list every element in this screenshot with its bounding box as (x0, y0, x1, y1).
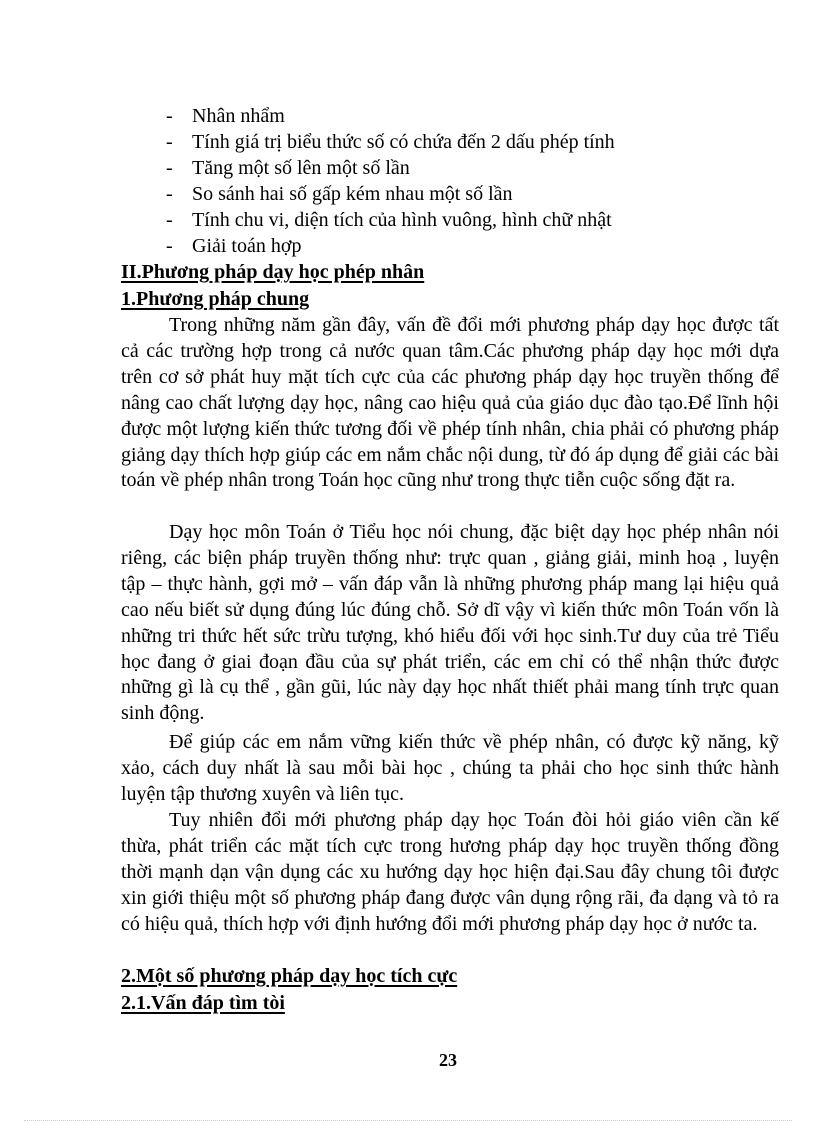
list-item-text: Nhân nhẩm (192, 105, 285, 127)
paragraph-teaching-methods: Dạy học môn Toán ở Tiểu học nói chung, đặc biệt dạy học phép nhân nói riêng, các biện pháp truyền thống như: trực quan , giảng giải, minh hoạ , luyện tập – thực hành, gợi mở – vấn đáp vẫn là những phương pháp mang lại hiệu quả cao nếu biết sử dụng đúng lúc đúng chỗ. Sở dĩ vậy vì kiến thức môn Toán vốn là những tri thức hết sức trừu tượng, khó hiểu đối với học sinh.Tư duy của trẻ Tiểu học đang ở giai đoạn đầu của sự phát triển, các em chỉ có thể nhận thức được những gì là cụ thể , gần gũi, lúc này dạy học nhất thiết phải mang tính trực quan sinh động. (121, 521, 779, 725)
list-item (0, 181, 816, 207)
bullet-list (0, 103, 816, 259)
list-item-text: Giải toán hợp (192, 235, 302, 257)
paragraph-innovation: Tuy nhiên đổi mới phương pháp dạy học Toán đòi hỏi giáo viên cần kế thừa, phát triển các mặt tích cực trong hương pháp dạy học truyền thống đồng thời mạnh dạn vận dụng các xu hướng dạy học hiện đại.Sau đây chung tôi được xin giới thiệu một số phương pháp đang được vân dụng rộng rãi, đa dạng và tỏ ra có hiệu quả, thích hợp với định hướng đổi mới phương pháp dạy học ở nước ta. (121, 809, 779, 935)
subsection-heading-active-methods: 2.Một số phương pháp dạy học tích cực (121, 965, 458, 987)
list-item-text: So sánh hai số gấp kém nhau một số lần (192, 183, 513, 205)
subsection-heading-inquiry: 2.1.Vấn đáp tìm tòi (121, 992, 285, 1014)
list-item-text: Tăng một số lên một số lần (192, 157, 410, 179)
paragraph-practice: Để giúp các em nắm vững kiến thức về phép nhân, có được kỹ năng, kỹ xảo, cách duy nhất là sau mỗi bài học , chúng ta phải cho học sinh thức hành luyện tập thương xuyên và liên tục. (121, 731, 779, 805)
bullet-dash: - (166, 209, 173, 231)
bullet-dash: - (166, 131, 173, 153)
list-item-text: Tính chu vi, diện tích của hình vuông, hình chữ nhật (192, 209, 612, 231)
list-item (0, 129, 816, 155)
footer-divider (24, 1120, 792, 1121)
paragraph-intro: Trong những năm gần đây, vấn đề đổi mới phương pháp dạy học được tất cả các trường hợp trong cả nước quan tâm.Các phương pháp dạy học mới dựa trên cơ sở phát huy mặt tích cực của các phương pháp dạy học truyền thống để nâng cao chất lượng dạy học, nâng cao hiệu quả của giáo dục đào tạo.Để lĩnh hội được một lượng kiến thức tương đối về phép tính nhân, chia phải có phương pháp giảng dạy thích hợp giúp các em nắm chắc nội dung, từ đó áp dụng để giải các bài toán về phép nhân trong Toán học cũng như trong thực tiễn cuộc sống đặt ra. (121, 314, 779, 492)
section-heading: II.Phương pháp dạy học phép nhân (121, 261, 425, 283)
page-number: 23 (439, 1050, 457, 1070)
list-item (0, 155, 816, 181)
list-item (0, 103, 816, 129)
bullet-dash: - (166, 183, 173, 205)
list-item (0, 233, 816, 259)
list-item (0, 207, 816, 233)
list-item-text: Tính giá trị biểu thức số có chứa đến 2 dấu phép tính (192, 131, 615, 153)
subsection-heading-general-method: 1.Phương pháp chung (121, 288, 310, 310)
bullet-dash: - (166, 105, 173, 127)
bullet-dash: - (166, 157, 173, 179)
bullet-dash: - (166, 235, 173, 257)
